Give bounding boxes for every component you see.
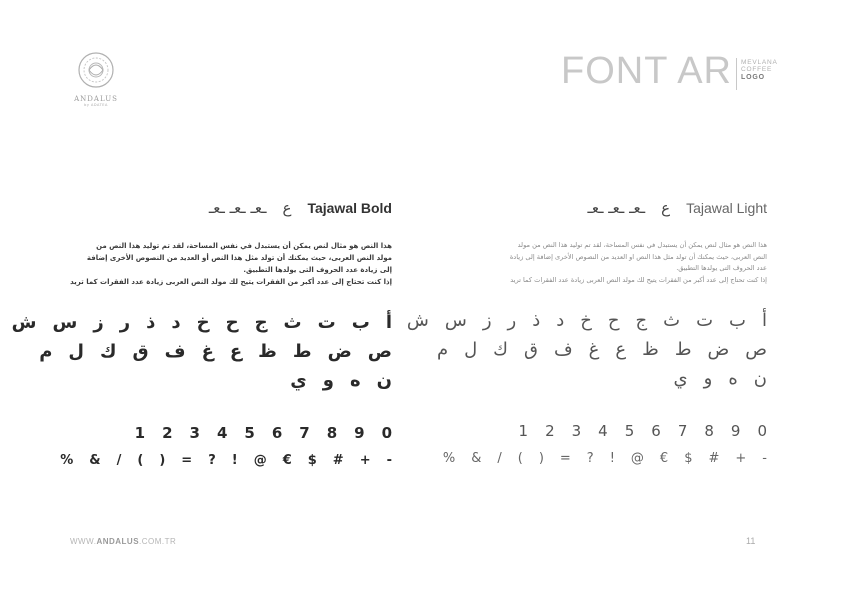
symbol-glyph: # xyxy=(332,452,344,468)
alphabet-glyph: م xyxy=(39,341,53,362)
andalus-emblem-icon xyxy=(74,50,118,90)
symbol-glyph: ? xyxy=(208,452,216,468)
digit-glyph: 5 xyxy=(624,422,635,440)
isolated-letter-sample: ع xyxy=(661,199,671,217)
digit-glyph: 8 xyxy=(704,422,714,440)
symbols-row xyxy=(437,443,767,473)
symbol-glyph: & xyxy=(89,452,101,468)
alphabet-grid xyxy=(406,306,767,393)
page-number: 11 xyxy=(746,536,756,546)
symbol-glyph: = xyxy=(559,450,571,466)
symbol-glyph: / xyxy=(497,450,502,466)
symbol-glyph: + xyxy=(735,450,747,466)
digit-glyph: 2 xyxy=(162,424,173,442)
alphabet-glyph: ه xyxy=(349,370,361,391)
symbol-glyph: $ xyxy=(684,450,693,466)
alphabet-glyph: ز xyxy=(93,312,104,333)
symbol-glyph: # xyxy=(708,450,720,466)
symbols-row xyxy=(62,445,392,475)
alphabet-grid xyxy=(11,308,392,395)
alphabet-glyph: ز xyxy=(482,310,492,331)
alphabet-glyph: ط xyxy=(292,341,312,362)
digit-glyph: 1 xyxy=(134,424,146,442)
alphabet-glyph: ض xyxy=(327,341,352,362)
alphabet-glyph: د xyxy=(171,312,181,333)
alphabet-glyph: ظ xyxy=(258,341,277,362)
alphabet-row xyxy=(62,366,392,395)
url-brand: ANDALUS xyxy=(96,537,140,546)
alphabet-glyph: ج xyxy=(635,310,648,331)
paragraph-line: إذا كنت تحتاج إلى عدد أكبر من الفقرات يتيح لك مولد النص العربى زيادة عدد الفقرات كما تريد xyxy=(70,278,392,286)
symbol-glyph: ( xyxy=(517,450,523,466)
digit-glyph: 9 xyxy=(730,422,741,440)
symbol-glyph: % xyxy=(442,450,456,466)
symbol-glyph: @ xyxy=(253,452,267,468)
alphabet-glyph: ظ xyxy=(642,339,659,360)
alphabet-glyph: ك xyxy=(493,339,509,360)
digit-glyph: 7 xyxy=(299,424,310,442)
alphabet-glyph: ذ xyxy=(532,310,541,331)
alphabet-glyph: ش xyxy=(11,312,37,333)
digit-glyph: 0 xyxy=(757,422,767,440)
paragraph-line: عدد الحروف التى يولدها التطبيق. xyxy=(676,264,767,272)
alphabet-row xyxy=(437,335,767,364)
footer-url[interactable] xyxy=(70,537,176,546)
font-heading-row xyxy=(437,196,767,220)
alphabet-glyph: ق xyxy=(524,339,538,360)
alphabet-glyph: ب xyxy=(729,310,746,331)
alphabet-glyph: ش xyxy=(406,310,429,331)
symbol-glyph: ) xyxy=(538,450,544,466)
alphabet-row xyxy=(406,306,767,335)
joined-letter-sample: ـعـ ـعـ ـعـ xyxy=(208,199,267,217)
meta-line: LOGO xyxy=(741,73,765,81)
digit-glyph: 6 xyxy=(271,424,283,442)
alphabet-glyph: ت xyxy=(317,312,336,333)
alphabet-glyph: خ xyxy=(196,312,210,333)
symbol-glyph: & xyxy=(471,450,482,466)
alphabet-glyph: ر xyxy=(119,312,131,333)
paragraph-line: إلى زيادة عدد الحروف التى يولدها التطبيق. xyxy=(243,266,392,274)
alphabet-glyph: ج xyxy=(254,312,268,333)
alphabet-glyph: غ xyxy=(201,341,214,362)
alphabet-glyph: س xyxy=(52,312,78,333)
paragraph-line: إذا كنت تحتاج إلى عدد أكبر من الفقرات يتيح لك مولد النص العربى زيادة عدد الفقرات كما تريد xyxy=(510,275,767,284)
alphabet-glyph: ي xyxy=(673,368,688,389)
alphabet-glyph: س xyxy=(444,310,467,331)
digit-glyph: 2 xyxy=(545,422,555,440)
paragraph-line: النص العربى، حيث يمكنك أن تولد مثل هذا النص او العديد من النصوص الأخرى إضافة إلى زيادة xyxy=(509,252,767,261)
symbol-glyph: @ xyxy=(630,450,644,466)
url-suffix: .COM.TR xyxy=(139,537,177,546)
alphabet-glyph: ك xyxy=(100,341,117,362)
digit-glyph: 3 xyxy=(189,424,200,442)
alphabet-glyph: ن xyxy=(376,370,392,391)
digit-glyph: 0 xyxy=(381,424,392,442)
symbol-glyph: ? xyxy=(586,450,594,466)
alphabet-glyph: ث xyxy=(663,310,681,331)
alphabet-glyph: ض xyxy=(707,339,730,360)
symbol-glyph: $ xyxy=(307,452,317,468)
digit-glyph: 8 xyxy=(326,424,338,442)
page-title: FONT AR xyxy=(561,50,732,92)
sample-paragraph xyxy=(62,240,392,288)
paragraph-line: هذا النص هو مثال لنص يمكن أن يستبدل في نفس المساحة، لقد تم توليد هذا النص من مولد xyxy=(517,241,767,249)
paragraph-line: مولد النص العربى، حيث يمكنك أن تولد مثل هذا النص أو العديد من النصوص الأخرى إضافة xyxy=(86,254,392,262)
alphabet-glyph: ل xyxy=(68,341,85,362)
alphabet-glyph: و xyxy=(703,368,713,389)
alphabet-glyph: غ xyxy=(588,339,600,360)
symbol-glyph: = xyxy=(181,452,193,468)
alphabet-glyph: ص xyxy=(367,341,392,362)
alphabet-glyph: ف xyxy=(164,341,186,362)
alphabet-glyph: ع xyxy=(229,341,243,362)
brand-sub: by ADATEA xyxy=(84,103,108,107)
digit-glyph: 9 xyxy=(354,424,365,442)
alphabet-glyph: أ xyxy=(761,310,767,331)
symbol-glyph: € xyxy=(282,452,292,468)
alphabet-glyph: د xyxy=(556,310,565,331)
symbol-glyph: - xyxy=(386,452,392,468)
alphabet-glyph: ذ xyxy=(146,312,156,333)
digit-glyph: 7 xyxy=(677,422,688,440)
font-specimen-light xyxy=(406,196,767,473)
symbol-glyph: ( xyxy=(137,452,144,468)
symbol-glyph: - xyxy=(762,450,767,466)
digit-glyph: 4 xyxy=(216,424,228,442)
symbol-glyph: % xyxy=(60,452,74,468)
alphabet-row xyxy=(11,308,392,337)
symbol-glyph: ) xyxy=(159,452,166,468)
symbol-glyph: / xyxy=(116,452,122,468)
symbol-glyph: ! xyxy=(609,450,615,466)
alphabet-glyph: ع xyxy=(615,339,627,360)
alphabet-glyph: ن xyxy=(753,368,767,389)
font-heading-row xyxy=(62,196,392,220)
alphabet-glyph: ث xyxy=(283,312,302,333)
alphabet-glyph: و xyxy=(322,370,334,391)
url-prefix: WWW. xyxy=(70,537,97,546)
alphabet-glyph: ط xyxy=(674,339,692,360)
sample-paragraph xyxy=(437,240,767,286)
digit-glyph: 4 xyxy=(598,422,608,440)
alphabet-glyph: ب xyxy=(351,312,370,333)
font-name: Tajawal Light xyxy=(686,200,767,216)
alphabet-glyph: ه xyxy=(728,368,738,389)
digit-glyph: 6 xyxy=(651,422,661,440)
alphabet-glyph: ح xyxy=(607,310,620,331)
font-specimen-bold xyxy=(11,196,392,475)
joined-letter-sample: ـعـ ـعـ ـعـ xyxy=(587,199,646,217)
alphabet-glyph: خ xyxy=(580,310,592,331)
digit-glyph: 1 xyxy=(518,422,529,440)
symbol-glyph: + xyxy=(359,452,371,468)
meta-line: MEVLANA xyxy=(741,59,778,66)
digits-row xyxy=(437,419,767,443)
alphabet-glyph: ل xyxy=(464,339,478,360)
alphabet-row xyxy=(437,364,767,393)
header-divider xyxy=(736,58,737,90)
alphabet-glyph: م xyxy=(436,339,449,360)
font-name: Tajawal Bold xyxy=(307,200,392,216)
alphabet-glyph: ح xyxy=(225,312,239,333)
symbol-glyph: ! xyxy=(231,452,238,468)
alphabet-glyph: ق xyxy=(132,341,149,362)
meta-line: COFFEE xyxy=(741,65,773,73)
brand-name: ANDALUS xyxy=(74,95,118,103)
alphabet-glyph: ص xyxy=(745,339,767,360)
digit-glyph: 3 xyxy=(571,422,582,440)
alphabet-glyph: ف xyxy=(553,339,573,360)
alphabet-glyph: ر xyxy=(507,310,517,331)
isolated-letter-sample: ع xyxy=(282,199,292,217)
symbol-glyph: € xyxy=(659,450,669,466)
digit-glyph: 5 xyxy=(244,424,255,442)
alphabet-row xyxy=(39,337,392,366)
alphabet-glyph: ت xyxy=(696,310,714,331)
digits-row xyxy=(62,421,392,445)
alphabet-glyph: ي xyxy=(290,370,307,391)
header-meta xyxy=(741,60,778,81)
brand-logo xyxy=(70,50,122,107)
paragraph-line: هذا النص هو مثال لنص يمكن أن يستبدل في نفس المساحة، لقد تم توليد هذا النص من xyxy=(96,242,392,250)
alphabet-glyph: أ xyxy=(385,312,392,333)
